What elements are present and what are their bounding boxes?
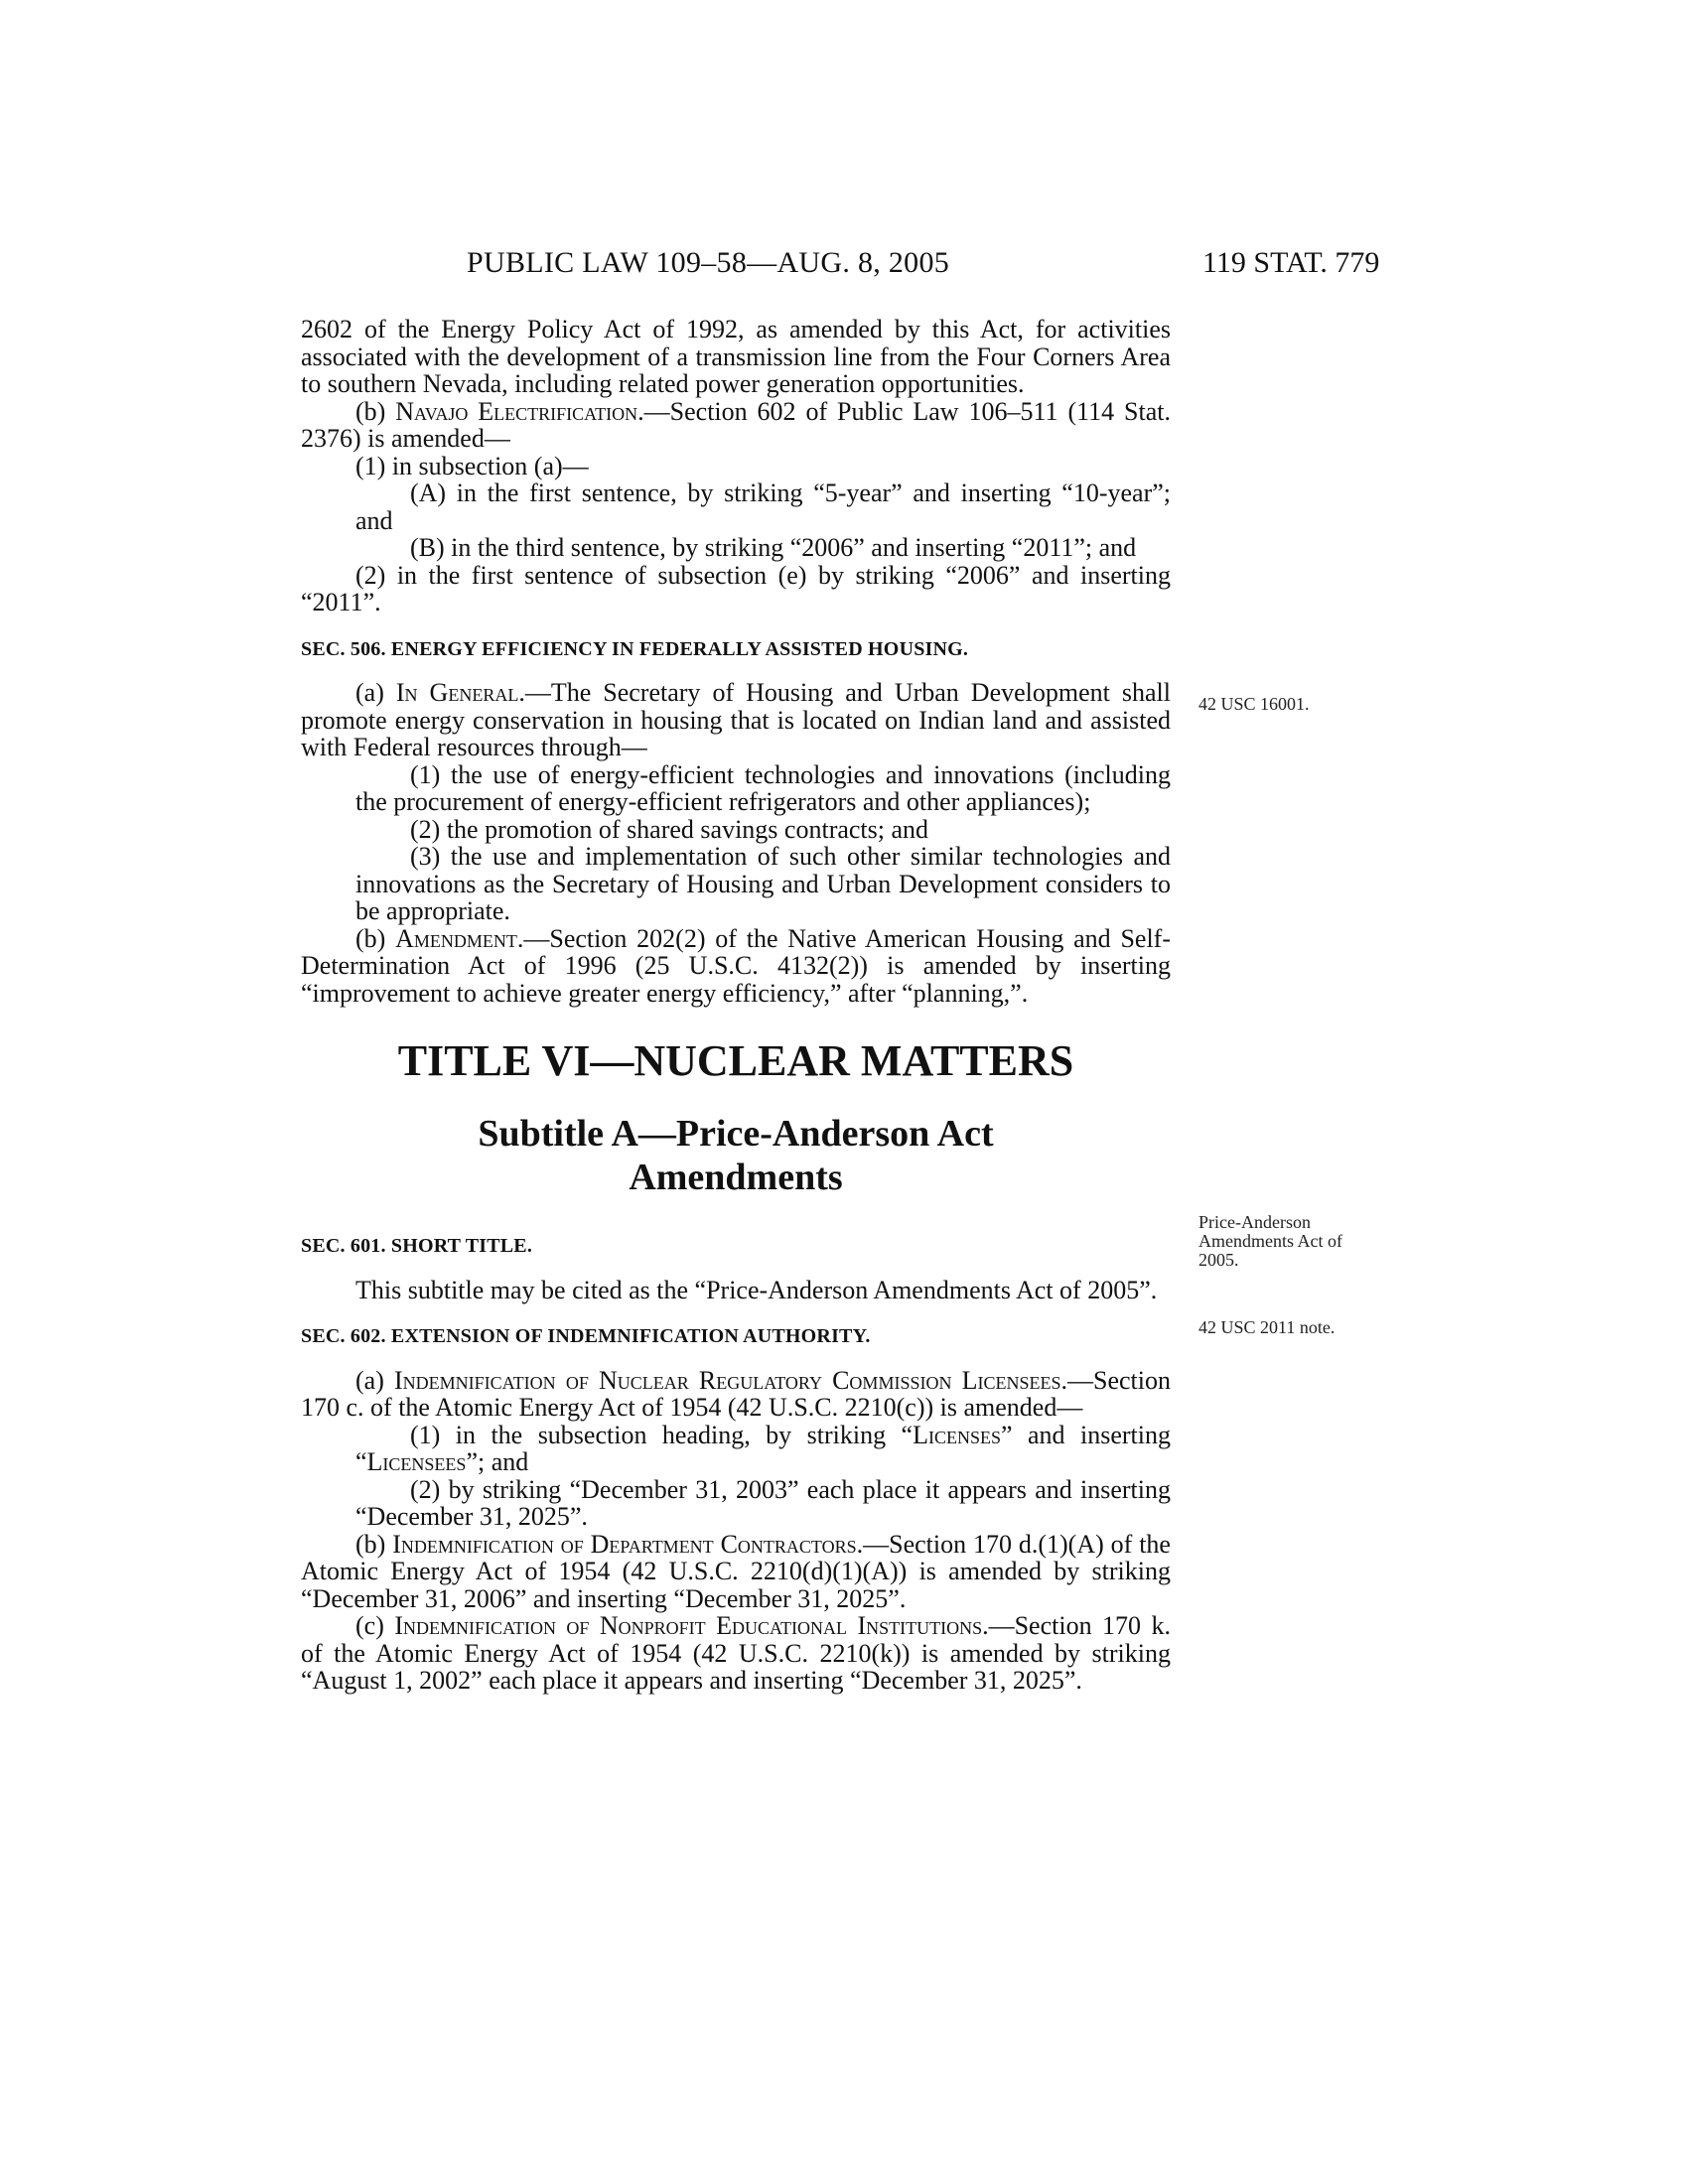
sec505-continuation: 2602 of the Energy Policy Act of 1992, as amended by this Act, for activities associated with the development of a transmission line from the Four Corners Area to southern Nevada, including related power generation opportunities. — [301, 315, 1171, 398]
sec505-subparagraph-A: (A) in the first sentence, by striking “5-year” and inserting “10-year”; and — [355, 478, 1171, 535]
sec505-subsection-b — [301, 398, 1171, 453]
sec602-paragraph-1 — [301, 1422, 1171, 1476]
sec505-paragraph-1: (1) in subsection (a)— — [355, 451, 589, 480]
subsection-text: .—Section 170 k. of the Atomic Energy Act of 1954 (42 U.S.C. 2210(k)) is amended by striking “August 1, 2002” each place it appears and inserting “December 31, 2025”. — [301, 1611, 1171, 1695]
subsection-text: .—Section 202(2) of the Native American Housing and Self-Determination Act of 1996 (25 U.S.C. 4132(2)) is amended by inserting “improvement to achieve greater energy efficiency,” after “planning,”. — [301, 923, 1171, 1008]
subsection-heading: Amendment — [395, 923, 517, 953]
document-body — [301, 316, 1171, 1695]
subsection-text: .—Section 602 of Public Law 106–511 (114 Stat. 2376) is amended— — [301, 396, 1171, 453]
subtitle-line-1: Subtitle A—Price-Anderson Act — [478, 1113, 994, 1155]
margin-note-sec506: 42 USC 16001. — [1198, 694, 1310, 714]
running-head: PUBLIC LAW 109–58—AUG. 8, 2005 — [467, 246, 950, 279]
subsection-label: (b) — [355, 1529, 393, 1559]
subsection-heading: Indemnification of Nonprofit Educational Institutions — [394, 1611, 983, 1640]
subtitle-heading — [301, 1112, 1171, 1199]
subsection-label: (b) — [355, 396, 396, 426]
small-caps-run: Licenses — [913, 1420, 1001, 1449]
sec602-heading: SEC. 602. EXTENSION OF INDEMNIFICATION AUTHORITY. — [301, 1325, 871, 1347]
text-run: ” and inserting “ — [355, 1420, 1171, 1476]
sec506-subsection-a — [301, 679, 1171, 761]
small-caps-run: Licensees — [366, 1447, 467, 1476]
statute-citation: 119 STAT. 779 — [1202, 246, 1380, 279]
subsection-text: .—Section 170 d.(1)(A) of the Atomic Energy Act of 1954 (42 U.S.C. 2210(d)(1)(A)) is amended by striking “December 31, 2006” and inserting “December 31, 2025”. — [301, 1529, 1171, 1613]
title-heading: TITLE VI—NUCLEAR MATTERS — [397, 1036, 1074, 1085]
subsection-label: (b) — [355, 923, 396, 953]
page-header — [0, 246, 1688, 286]
subsection-label: (a) — [355, 678, 396, 707]
sec602-paragraph-2: (2) by striking “December 31, 2003” each place it appears and inserting “December 31, 2025”. — [355, 1474, 1171, 1531]
sec601-heading: SEC. 601. SHORT TITLE. — [301, 1235, 533, 1257]
subsection-heading: In General — [395, 678, 519, 707]
subsection-label: (a) — [355, 1365, 395, 1395]
subsection-label: (c) — [355, 1611, 395, 1640]
subsection-heading: Indemnification of Department Contractors — [392, 1529, 857, 1559]
sec506-paragraph-3: (3) the use and implementation of such other similar technologies and innovations as the Secretary of Housing and Urban Development considers to be appropriate. — [355, 842, 1171, 925]
subsection-heading: Indemnification of Nuclear Regulatory Commission Licensees — [394, 1365, 1061, 1395]
sec601-text: This subtitle may be cited as the “Price-Anderson Amendments Act of 2005”. — [355, 1275, 1158, 1304]
subsection-text: .—Section 170 c. of the Atomic Energy Act of 1954 (42 U.S.C. 2210(c)) is amended— — [301, 1365, 1171, 1422]
sec505-paragraph-2: (2) in the first sentence of subsection (e) by striking “2006” and inserting “2011”. — [301, 560, 1171, 616]
sec602-subsection-c — [301, 1612, 1171, 1695]
sec602-subsection-b — [301, 1531, 1171, 1613]
sec506-heading: SEC. 506. ENERGY EFFICIENCY IN FEDERALLY ASSISTED HOUSING. — [301, 637, 969, 660]
sec602-subsection-a — [301, 1367, 1171, 1422]
margin-note-subtitle-a: Price-Anderson Amendments Act of 2005. — [1198, 1212, 1342, 1270]
sec506-subsection-b — [301, 925, 1171, 1008]
subsection-heading: Navajo Electrification — [395, 396, 638, 426]
subsection-text: .—The Secretary of Housing and Urban Development shall promote energy conservation in housing that is located on Indian land and assisted with Federal resources through— — [301, 678, 1171, 761]
sec506-paragraph-2: (2) the promotion of shared savings contracts; and — [410, 814, 929, 844]
sec506-paragraph-1: (1) the use of energy-efficient technologies and innovations (including the procurement of energy-efficient refrigerators and other appliances); — [355, 759, 1171, 816]
sec505-subparagraph-B: (B) in the third sentence, by striking “2006” and inserting “2011”; and — [410, 533, 1137, 562]
subtitle-line-2: Amendments — [629, 1157, 843, 1198]
text-run: (1) in the subsection heading, by striking “ — [410, 1420, 914, 1449]
text-run: ”; and — [466, 1447, 529, 1476]
margin-note-sec601: 42 USC 2011 note. — [1198, 1317, 1336, 1337]
